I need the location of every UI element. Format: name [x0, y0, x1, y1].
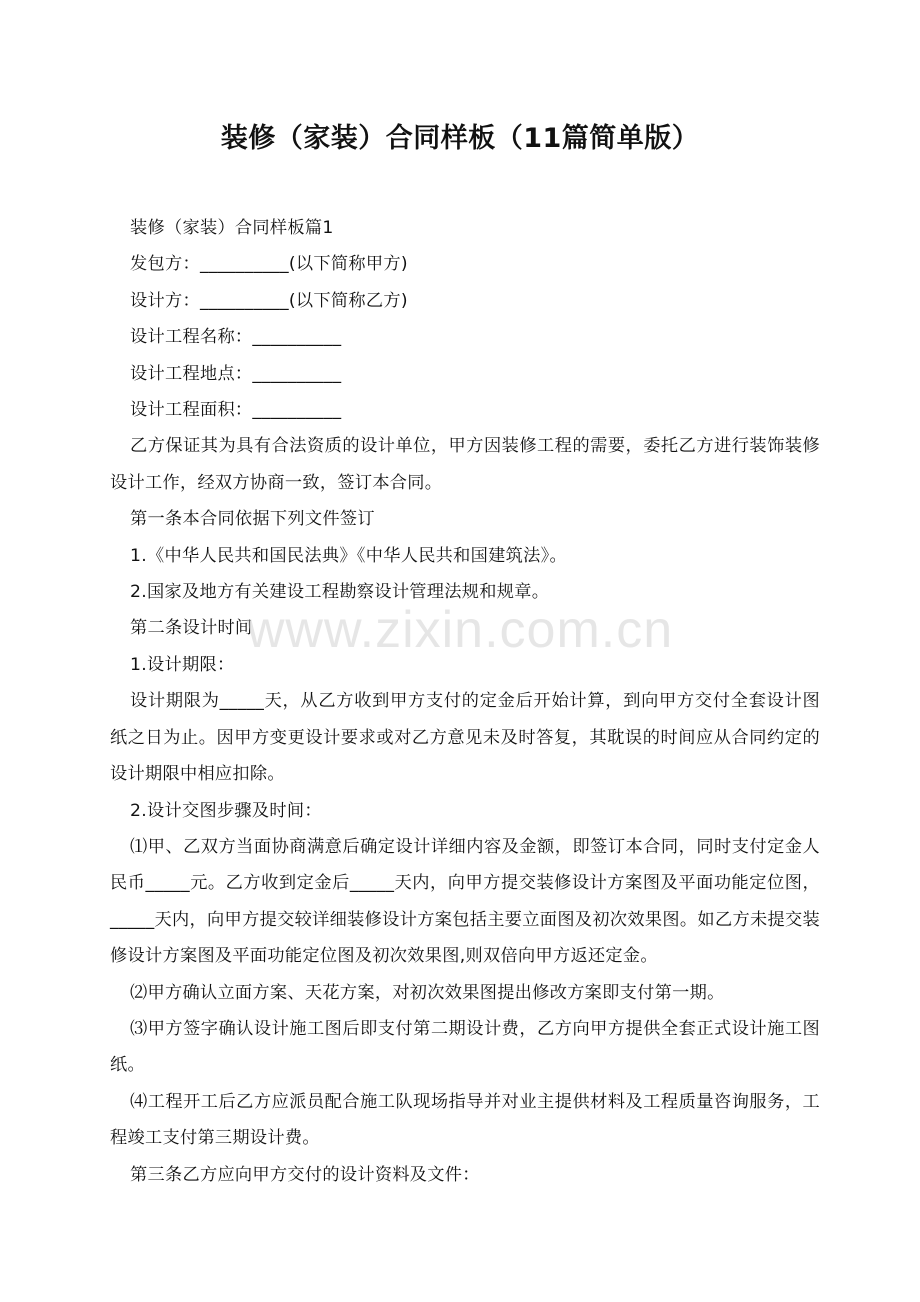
watermark-text: www.zixin.com.cn: [246, 601, 674, 659]
section-heading: 装修（家装）合同样板篇1: [130, 218, 334, 238]
project-area-line: 设计工程面积：__________: [130, 400, 342, 421]
step-1-paragraph: ⑴甲、乙双方当面协商满意后确定设计详细内容及金额，即签订本合同，同时支付定金人民币_____元。乙方收到定金后_____天内，向甲方提交装修设计方案图及平面功能定位图，_____天内，向甲方提交较详细装修设计方案包括主要立面图及初次效果图。如乙方未提交装修设计方案图及平面功能定位图及初次效果图,则双倍向甲方返还定金。: [110, 836, 820, 967]
preamble-paragraph: 乙方保证其为具有合法资质的设计单位，甲方因装修工程的需要，委托乙方进行装饰装修设计工作，经双方协商一致，签订本合同。: [110, 436, 820, 493]
step-2-paragraph: ⑵甲方确认立面方案、天花方案，对初次效果图提出修改方案即支付第一期。: [130, 982, 725, 1003]
step-4-paragraph: ⑷工程开工后乙方应派员配合施工队现场指导并对业主提供材料及工程质量咨询服务，工程竣工支付第三期设计费。: [110, 1091, 820, 1149]
article-3-heading: 第三条乙方应向甲方交付的设计资料及文件：: [130, 1164, 480, 1185]
project-location-line: 设计工程地点：__________: [130, 363, 342, 384]
article-2-item-1: 1.设计期限：: [130, 654, 235, 675]
article-2-item-2: 2.设计交图步骤及时间：: [130, 800, 322, 821]
design-period-paragraph: 设计期限为_____天，从乙方收到甲方支付的定金后开始计算，到向甲方交付全套设计图纸之日为止。因甲方变更设计要求或对乙方意见未及时答复，其耽误的时间应从合同约定的设计期限中相应扣除。: [110, 691, 820, 785]
article-1-heading: 第一条本合同依据下列文件签订: [130, 509, 375, 530]
document-body: [110, 210, 820, 1193]
article-1-item-2: 2.国家及地方有关建设工程勘察设计管理法规和规章。: [130, 582, 550, 603]
article-1-item-1: 1.《中华人民共和国民法典》《中华人民共和国建筑法》。: [130, 545, 567, 566]
party-b-line: 设计方：__________(以下简称乙方): [130, 290, 408, 311]
party-a-line: 发包方：__________(以下简称甲方): [130, 254, 408, 275]
article-2-heading: 第二条设计时间: [130, 618, 253, 639]
document-title: 装修（家装）合同样板（11篇简单版）: [220, 123, 700, 154]
project-name-line: 设计工程名称：__________: [130, 327, 342, 348]
step-3-paragraph: ⑶甲方签字确认设计施工图后即支付第二期设计费，乙方向甲方提供全套正式设计施工图纸。: [110, 1018, 820, 1076]
